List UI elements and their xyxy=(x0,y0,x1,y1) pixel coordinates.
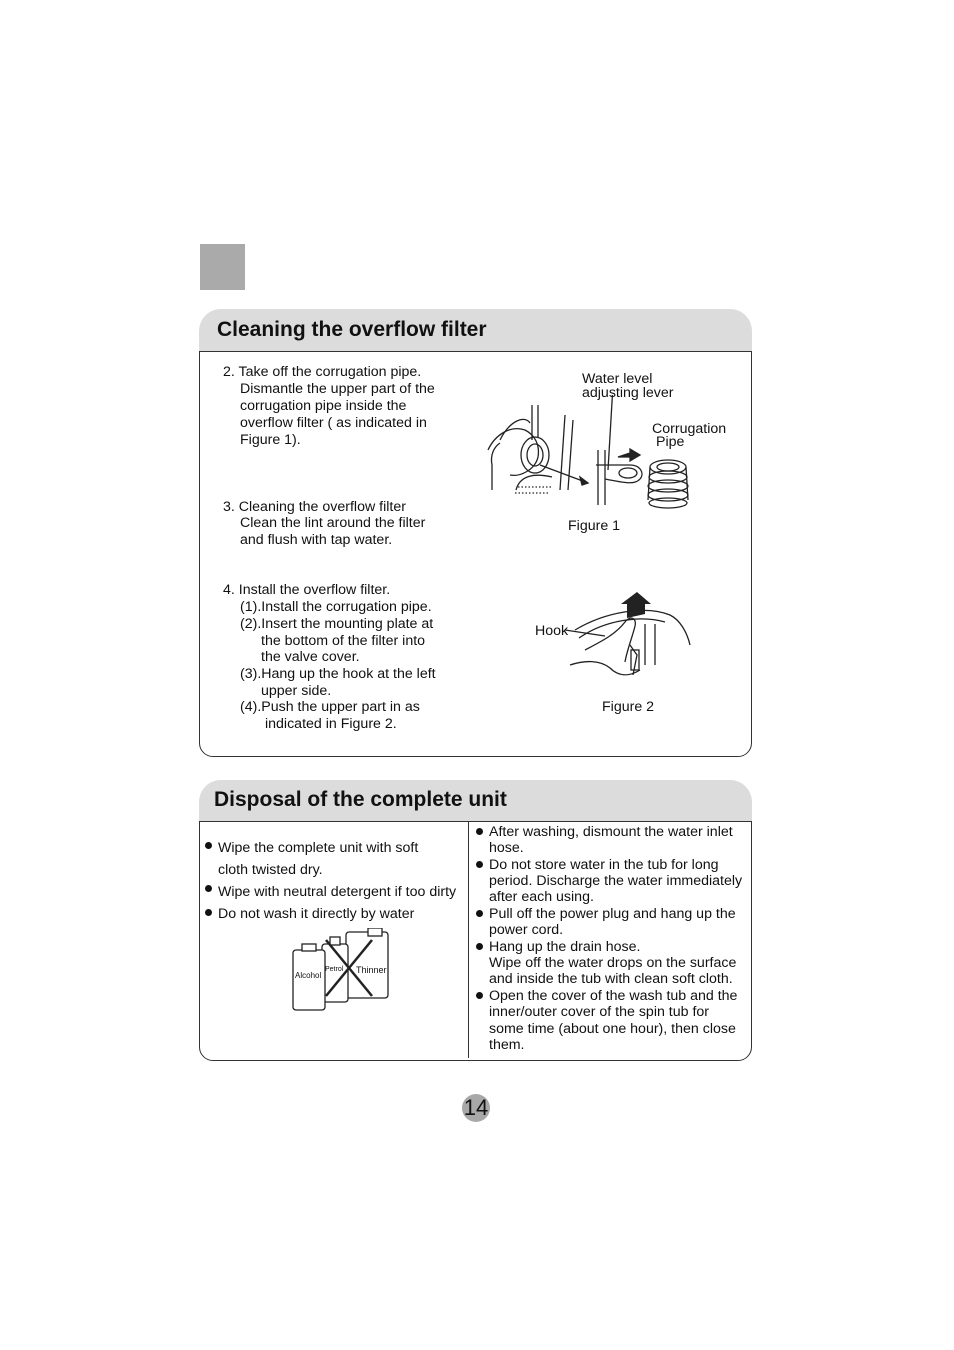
step-4-line: indicated in Figure 2. xyxy=(265,716,397,732)
figure-1-label-pipe: Corrugation xyxy=(652,421,727,437)
figure-1-illustration xyxy=(480,395,700,510)
step-4-line: (1).Install the corrugation pipe. xyxy=(240,599,432,615)
step-2-line: overflow filter ( as indicated in xyxy=(240,415,427,431)
right-line: them. xyxy=(489,1037,525,1053)
section-title-overflow-filter: Cleaning the overflow filter xyxy=(217,318,487,341)
left-item: Wipe the complete unit with soft xyxy=(218,840,419,856)
right-line: After washing, dismount the water inlet xyxy=(489,824,733,840)
bullet-dot xyxy=(476,861,483,868)
bullet-dot xyxy=(476,828,483,835)
step-4-line: (4).Push the upper part in as xyxy=(240,699,420,715)
figure-2-label-hook: Hook xyxy=(535,623,569,639)
step-2-heading: 2. Take off the corrugation pipe. xyxy=(223,364,422,380)
bottle-label-alcohol: Alcohol xyxy=(295,971,322,980)
bullet-dot xyxy=(476,910,483,917)
figure-1-label-lever: Water level xyxy=(582,371,653,387)
step-4-line: (2).Insert the mounting plate at xyxy=(240,616,434,632)
left-item: cloth twisted dry. xyxy=(218,862,323,878)
step-2-line: corrugation pipe inside the xyxy=(240,398,407,414)
step-2-line: Figure 1). xyxy=(240,432,301,448)
column-divider xyxy=(468,822,469,1058)
right-line: inner/outer cover of the spin tub for xyxy=(489,1004,710,1020)
bottle-label-petrol: Petrol xyxy=(325,966,344,973)
step-3-line: and flush with tap water. xyxy=(240,532,393,548)
right-line: Wipe off the water drops on the surface xyxy=(489,955,737,971)
right-line: Open the cover of the wash tub and the xyxy=(489,988,738,1004)
bullet-dot xyxy=(205,842,212,849)
right-line: Do not store water in the tub for long xyxy=(489,857,719,873)
step-4-line: the valve cover. xyxy=(261,649,360,665)
right-line: some time (about one hour), then close xyxy=(489,1021,736,1037)
bottle-label-thinner: Thinner xyxy=(356,965,387,975)
figure-2-caption: Figure 2 xyxy=(602,699,655,715)
right-line: and inside the tub with clean soft cloth. xyxy=(489,971,733,987)
figure-1-label-pipe: Pipe xyxy=(656,434,685,450)
page-number: 14 xyxy=(463,1095,489,1120)
right-line: hose. xyxy=(489,840,524,856)
right-line: period. Discharge the water immediately xyxy=(489,873,743,889)
left-item: Do not wash it directly by water xyxy=(218,906,415,922)
step-3-heading: 3. Cleaning the overflow filter xyxy=(223,499,406,515)
figure-1-caption: Figure 1 xyxy=(568,518,621,534)
step-2-line: Dismantle the upper part of the xyxy=(240,381,435,397)
bullet-dot xyxy=(205,885,212,892)
step-4-line: upper side. xyxy=(261,683,332,699)
bullet-dot xyxy=(476,992,483,999)
step-4-line: (3).Hang up the hook at the left xyxy=(240,666,436,682)
figure-2-illustration xyxy=(565,590,695,685)
decorative-gray-square xyxy=(200,244,245,290)
right-line: after each using. xyxy=(489,889,594,905)
right-line: Hang up the drain hose. xyxy=(489,939,641,955)
bullet-dot xyxy=(476,943,483,950)
section-title-disposal: Disposal of the complete unit xyxy=(214,788,507,811)
left-item: Wipe with neutral detergent if too dirty xyxy=(218,884,457,900)
right-line: power cord. xyxy=(489,922,564,938)
step-3-line: Clean the lint around the filter xyxy=(240,515,426,531)
step-4-heading: 4. Install the overflow filter. xyxy=(223,582,391,598)
right-line: Pull off the power plug and hang up the xyxy=(489,906,736,922)
figure-1-label-lever: adjusting lever xyxy=(582,385,674,401)
bullet-dot xyxy=(205,909,212,916)
step-4-line: the bottom of the filter into xyxy=(261,633,426,649)
